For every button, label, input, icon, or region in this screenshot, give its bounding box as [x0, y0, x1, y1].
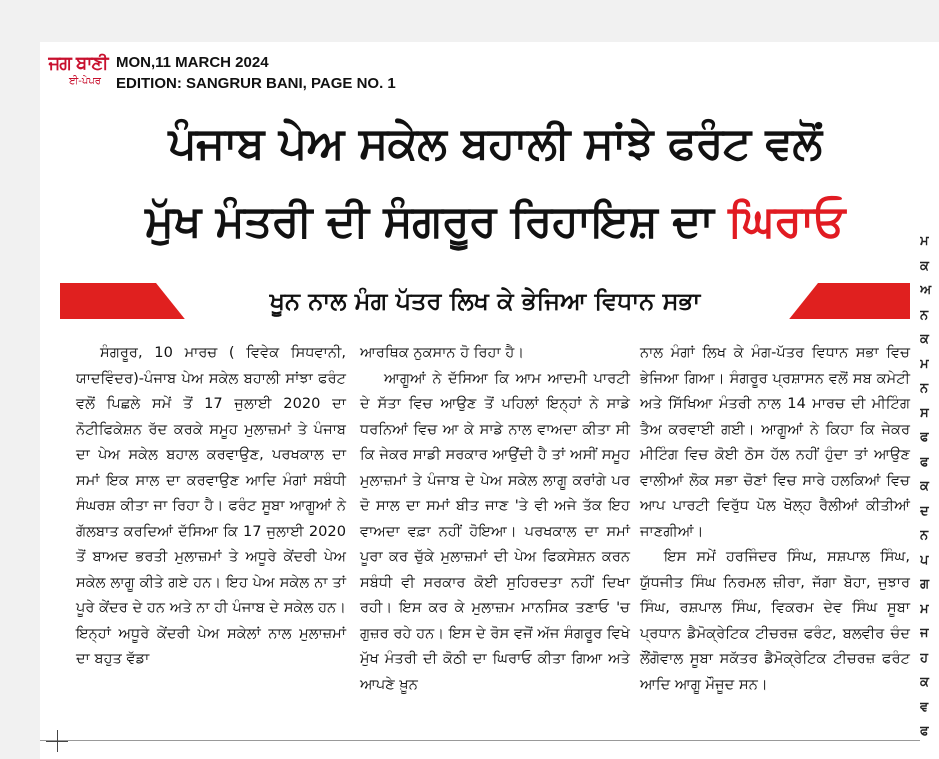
- headline-accent-word: ਘਿਰਾਓ: [728, 196, 845, 247]
- edge-fragment: ਮ: [920, 601, 929, 617]
- adjacent-article-edge: [920, 230, 939, 750]
- paragraph: ਇਸ ਸਮੇਂ ਹਰਜਿੰਦਰ ਸਿੰਘ, ਸਸ਼ਪਾਲ ਸਿੰਘ, ਯੁੱਧਜੀਤ ਸਿੰਘ ਨਿਰਮਲ ਜ਼ੀਰਾ, ਜੱਗਾ ਬੋਹਾ, ਜੁਝਾਰ ਸਿੰਘ, ਰਸ਼ਪਾਲ ਸਿੰਘ, ਵਿਕਰਮ ਦੇਵ ਸਿੰਘ ਸੂਬਾ ਪ੍ਰਧਾਨ ਡੈਮੋਕ੍ਰੇਟਿਕ ਟੀਚਰਜ਼ ਫਰੰਟ, ਬਲਵੀਰ ਚੰਦ ਲੌਂਗੋਵਾਲ ਸੂਬਾ ਸਕੱਤਰ ਡੈਮੋਕ੍ਰੇਟਿਕ ਟੀਚਰਜ਼ ਫਰੰਟ ਆਦਿ ਆਗੂ ਮੌਜੂਦ ਸਨ।: [640, 548, 910, 693]
- edge-fragment: ਮ: [920, 356, 929, 372]
- headline-line-1: ਪੰਜਾਬ ਪੇਅ ਸਕੇਲ ਬਹਾਲੀ ਸਾਂਝੇ ਫਰੰਟ ਵਲੋਂ: [168, 118, 822, 169]
- crop-mark: [46, 741, 68, 742]
- edge-fragment: ਫ: [920, 454, 929, 470]
- edge-fragment: ਮ: [920, 234, 929, 249]
- edge-fragment: ਕ: [920, 258, 929, 274]
- article-column-1: [76, 340, 346, 672]
- paragraph: ਸੰਗਰੂਰ, 10 ਮਾਰਚ ( ਵਿਵੇਕ ਸਿਧਵਾਨੀ, ਯਾਦਵਿੰਦਰ)-ਪੰਜਾਬ ਪੇਅ ਸਕੇਲ ਬਹਾਲੀ ਸਾਂਝਾ ਫਰੰਟ ਵਲੋਂ ਪਿਛਲੇ ਸਮੇਂ ਤੋਂ 17 ਜੁਲਾਈ 2020 ਦਾ ਨੋਟੀਫਿਕੇਸ਼ਨ ਰੱਦ ਕਰਕੇ ਸਮੂਹ ਮੁਲਾਜ਼ਮਾਂ ਤੇ ਪੰਜਾਬ ਦਾ ਪੇਅ ਸਕੇਲ ਬਹਾਲ ਕਰਵਾਉਣ, ਪਰਖਕਾਲ ਦਾ ਸਮਾਂ ਇਕ ਸਾਲ ਦਾ ਕਰਵਾਉਣ ਆਦਿ ਮੰਗਾਂ ਸਬੰਧੀ ਸੰਘਰਸ਼ ਕੀਤਾ ਜਾ ਰਿਹਾ ਹੈ। ਫਰੰਟ ਸੂਬਾ ਆਗੂਆਂ ਨੇ ਗੱਲਬਾਤ ਕਰਦਿਆਂ ਦੱਸਿਆ ਕਿ 17 ਜੁਲਾਈ 2020 ਤੋਂ ਬਾਅਦ ਭਰਤੀ ਮੁਲਾਜ਼ਮਾਂ ਤੇ ਅਧੂਰੇ ਕੇਂਦਰੀ ਪੇਅ ਸਕੇਲ ਲਾਗੂ ਕੀਤੇ ਗਏ ਹਨ। ਇਹ ਪੇਅ ਸਕੇਲ ਨਾ ਤਾਂ ਪੂਰੇ ਕੇਂਦਰ ਦੇ ਹਨ ਅਤੇ ਨਾ ਹੀ ਪੰਜਾਬ ਦੇ ਸਕੇਲ ਹਨ। ਇਨ੍ਹਾਂ ਅਧੂਰੇ ਕੇਂਦਰੀ ਪੇਅ ਸਕੇਲਾਂ ਨਾਲ ਮੁਲਾਜ਼ਮਾਂ ਦਾ ਬਹੁਤ ਵੱਡਾ: [76, 344, 346, 667]
- edition-info: [116, 52, 396, 94]
- edge-fragment: ਕ: [920, 479, 929, 494]
- edge-fragment: ਸ: [920, 405, 929, 421]
- edge-fragment: ਨ: [920, 307, 929, 323]
- article-column-2: [360, 340, 630, 697]
- logo-main: ਜਗ ਬਾਣੀ: [48, 53, 108, 74]
- edge-fragment: ਕ: [920, 332, 929, 347]
- masthead: [40, 42, 920, 102]
- edge-fragment: ਪ: [920, 552, 929, 568]
- edge-fragment: ਗ: [920, 577, 930, 592]
- edge-fragment: ਹ: [920, 650, 928, 666]
- edge-fragment: ਜ: [920, 626, 929, 641]
- edition-line: EDITION: SANGRUR BANI, PAGE NO. 1: [116, 75, 396, 92]
- edge-fragment: ਫ: [920, 430, 929, 445]
- edge-fragment: ਵ: [920, 699, 929, 715]
- edge-fragment: ਅ: [920, 283, 932, 298]
- headline-line-2: [75, 196, 915, 247]
- subheadline-band: [60, 283, 910, 338]
- edge-fragment: ਨ: [920, 381, 929, 396]
- paragraph: ਆਰਥਿਕ ਨੁਕਸਾਨ ਹੋ ਰਿਹਾ ਹੈ।: [360, 344, 525, 361]
- edge-fragment: ਦ: [920, 503, 929, 519]
- jagbani-logo: [44, 52, 112, 98]
- logo-sub: ਈ-ਪੇਪਰ: [69, 76, 101, 87]
- edge-fragment: ਨ: [920, 528, 929, 543]
- edge-fragment: ਫ: [920, 724, 929, 739]
- issue-date: MON,11 MARCH 2024: [116, 54, 269, 71]
- subheadline: ਖੂਨ ਨਾਲ ਮੰਗ ਪੱਤਰ ਲਿਖ ਕੇ ਭੇਜਿਆ ਵਿਧਾਨ ਸਭਾ: [269, 287, 701, 315]
- edge-fragment: ਕ: [920, 675, 929, 690]
- headline-line-2-main: ਮੁੱਖ ਮੰਤਰੀ ਦੀ ਸੰਗਰੂਰ ਰਿਹਾਇਸ਼ ਦਾ: [145, 196, 714, 247]
- article-column-3: [640, 340, 910, 697]
- paragraph: ਨਾਲ ਮੰਗਾਂ ਲਿਖ ਕੇ ਮੰਗ-ਪੱਤਰ ਵਿਧਾਨ ਸਭਾ ਵਿਚ ਭੇਜਿਆ ਗਿਆ। ਸੰਗਰੂਰ ਪ੍ਰਸ਼ਾਸਨ ਵਲੋਂ ਸਬ ਕਮੇਟੀ ਅਤੇ ਸਿੱਖਿਆ ਮੰਤਰੀ ਨਾਲ 14 ਮਾਰਚ ਦੀ ਮੀਟਿੰਗ ਤੈਅ ਕਰਵਾਈ ਗਈ। ਆਗੂਆਂ ਨੇ ਕਿਹਾ ਕਿ ਜੇਕਰ ਮੀਟਿੰਗ ਵਿਚ ਕੋਈ ਠੋਸ ਹੱਲ ਨਹੀਂ ਹੁੰਦਾ ਤਾਂ ਆਉਣ ਵਾਲੀਆਂ ਲੋਕ ਸਭਾ ਚੋਣਾਂ ਵਿਚ ਸਾਰੇ ਹਲਕਿਆਂ ਵਿਚ ਆਪ ਪਾਰਟੀ ਵਿਰੁੱਧ ਪੋਲ ਖੋਲ੍ਹ ਰੈਲੀਆਂ ਕੀਤੀਆਂ ਜਾਣਗੀਆਂ।: [640, 344, 910, 540]
- crop-line: [40, 740, 920, 741]
- paragraph: ਆਗੂਆਂ ਨੇ ਦੱਸਿਆ ਕਿ ਆਮ ਆਦਮੀ ਪਾਰਟੀ ਦੇ ਸੱਤਾ ਵਿਚ ਆਉਣ ਤੋਂ ਪਹਿਲਾਂ ਇਨ੍ਹਾਂ ਨੇ ਸਾਡੇ ਧਰਨਿਆਂ ਵਿਚ ਆ ਕੇ ਸਾਡੇ ਨਾਲ ਵਾਅਦਾ ਕੀਤਾ ਸੀ ਕਿ ਜੇਕਰ ਸਾਡੀ ਸਰਕਾਰ ਆਉਂਦੀ ਹੈ ਤਾਂ ਅਸੀਂ ਸਮੂਹ ਮੁਲਾਜ਼ਮਾਂ ਤੇ ਪੰਜਾਬ ਦੇ ਪੇਅ ਸਕੇਲ ਲਾਗੂ ਕਰਾਂਗੇ ਪਰ ਦੋ ਸਾਲ ਦਾ ਸਮਾਂ ਬੀਤ ਜਾਣ 'ਤੇ ਵੀ ਅਜੇ ਤੱਕ ਇਹ ਵਾਅਦਾ ਵਫ਼ਾ ਨਹੀਂ ਹੋਇਆ। ਪਰਖਕਾਲ ਦਾ ਸਮਾਂ ਪੂਰਾ ਕਰ ਚੁੱਕੇ ਮੁਲਾਜ਼ਮਾਂ ਦੀ ਪੇਅ ਫਿਕਸੇਸ਼ਨ ਕਰਨ ਸਬੰਧੀ ਵੀ ਸਰਕਾਰ ਕੋਈ ਸੁਹਿਰਦਤਾ ਨਹੀਂ ਦਿਖਾ ਰਹੀ। ਇਸ ਕਰ ਕੇ ਮੁਲਾਜ਼ਮ ਮਾਨਸਿਕ ਤਣਾਓ 'ਚ ਗੁਜ਼ਰ ਰਹੇ ਹਨ। ਇਸ ਦੇ ਰੋਸ ਵਜੋਂ ਅੱਜ ਸੰਗਰੂਰ ਵਿਖੇ ਮੁੱਖ ਮੰਤਰੀ ਦੀ ਕੋਠੀ ਦਾ ਘਿਰਾਓ ਕੀਤਾ ਗਿਆ ਅਤੇ ਆਪਣੇ ਖ਼ੂਨ: [360, 369, 630, 693]
